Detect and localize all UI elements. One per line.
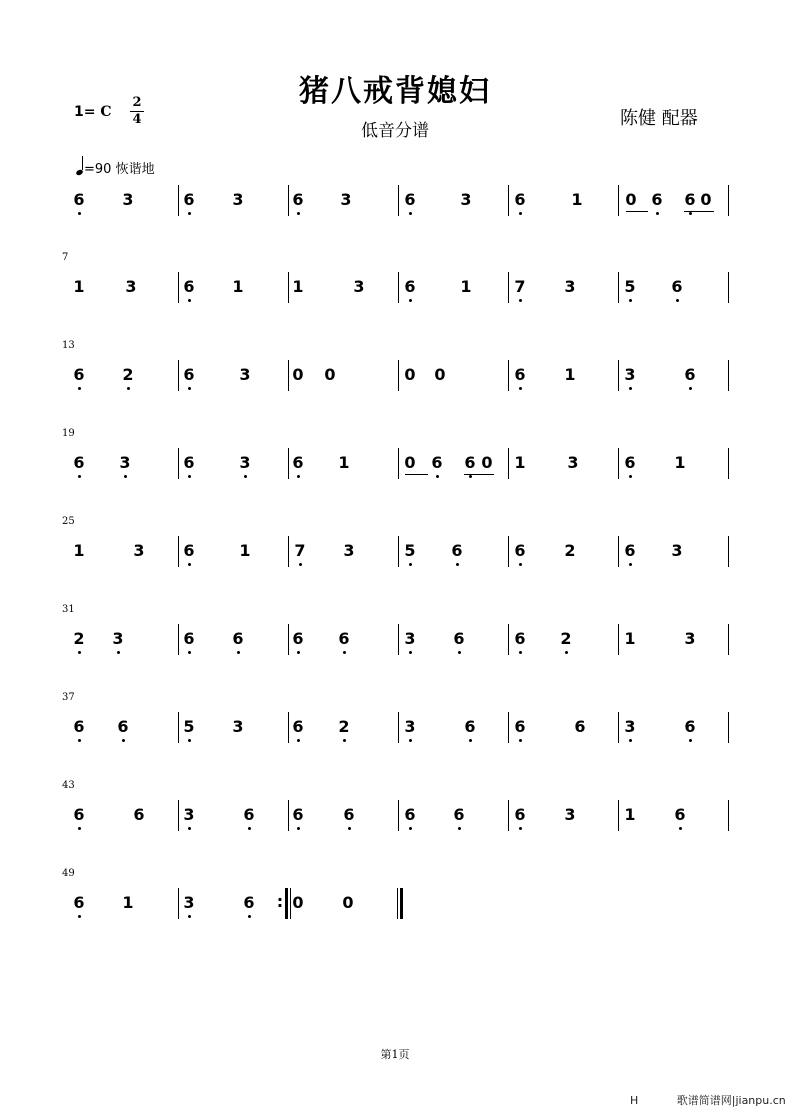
- octave-dot: [188, 299, 191, 302]
- jianpu-note: 6: [464, 717, 476, 736]
- barline: [398, 272, 399, 303]
- octave-dot: [409, 212, 412, 215]
- jianpu-note: 6: [338, 629, 350, 648]
- octave-dot: [458, 651, 461, 654]
- barline: [618, 536, 619, 567]
- jianpu-note: 1: [571, 190, 583, 209]
- jianpu-note: 6: [183, 629, 195, 648]
- octave-dot: [519, 827, 522, 830]
- octave-dot: [409, 299, 412, 302]
- jianpu-note: 6: [651, 190, 663, 209]
- jianpu-note: 3: [564, 805, 576, 824]
- jianpu-note: 3: [133, 541, 145, 560]
- barline: [398, 185, 399, 216]
- jianpu-note: 6: [343, 805, 355, 824]
- jianpu-note: 6: [183, 365, 195, 384]
- page-number: 第1页: [380, 1048, 410, 1061]
- arranger-credit: 陈健 配器: [620, 108, 698, 129]
- barline: [290, 888, 291, 919]
- jianpu-note: 6: [73, 365, 85, 384]
- barline: [178, 888, 179, 919]
- barline: [508, 624, 509, 655]
- jianpu-note: 6: [514, 717, 526, 736]
- barline: [618, 185, 619, 216]
- barline: [288, 712, 289, 743]
- barline: [508, 185, 509, 216]
- barline: [728, 448, 729, 479]
- jianpu-note: 7: [514, 277, 526, 296]
- jianpu-note: 6: [574, 717, 586, 736]
- jianpu-note: 6: [183, 190, 195, 209]
- jianpu-note: 6: [684, 717, 696, 736]
- page-title: 猪八戒背媳妇: [299, 74, 491, 109]
- octave-dot: [78, 651, 81, 654]
- jianpu-note: 3: [239, 365, 251, 384]
- jianpu-note: 6: [292, 190, 304, 209]
- octave-dot: [629, 739, 632, 742]
- octave-dot: [409, 651, 412, 654]
- jianpu-note: 3: [404, 717, 416, 736]
- jianpu-note: 6: [73, 453, 85, 472]
- jianpu-note: 1: [624, 629, 636, 648]
- barline: [618, 712, 619, 743]
- jianpu-note: 6: [73, 190, 85, 209]
- watermark: H 歌谱简谱网|jianpu.cn: [630, 1094, 786, 1107]
- jianpu-note: 3: [564, 277, 576, 296]
- octave-dot: [117, 651, 120, 654]
- jianpu-note: 1: [338, 453, 350, 472]
- barline: [288, 272, 289, 303]
- jianpu-note: 6: [73, 717, 85, 736]
- jianpu-note: 1: [232, 277, 244, 296]
- jianpu-note: 1: [564, 365, 576, 384]
- rest-note: 0: [481, 453, 493, 472]
- barline: [618, 800, 619, 831]
- barline: [398, 536, 399, 567]
- octave-dot: [458, 827, 461, 830]
- jianpu-note: 6: [292, 805, 304, 824]
- rest-note: 0: [700, 190, 712, 209]
- underline-beam: [405, 474, 428, 475]
- octave-dot: [124, 475, 127, 478]
- underline-beam: [464, 474, 494, 475]
- jianpu-note: 3: [119, 453, 131, 472]
- jianpu-note: 6: [73, 893, 85, 912]
- octave-dot: [188, 739, 191, 742]
- barline: [288, 185, 289, 216]
- jianpu-note: 3: [353, 277, 365, 296]
- final-barline-thick: [400, 888, 403, 919]
- measure-number: 37: [62, 692, 75, 703]
- octave-dot: [237, 651, 240, 654]
- jianpu-note: 3: [232, 717, 244, 736]
- jianpu-note: 5: [624, 277, 636, 296]
- jianpu-note: 1: [239, 541, 251, 560]
- octave-dot: [343, 739, 346, 742]
- score-subtitle: 低音分谱: [361, 121, 429, 141]
- jianpu-note: 6: [514, 805, 526, 824]
- barline: [728, 800, 729, 831]
- octave-dot: [188, 387, 191, 390]
- jianpu-note: 6: [514, 190, 526, 209]
- jianpu-note: 2: [73, 629, 85, 648]
- octave-dot: [519, 212, 522, 215]
- barline: [178, 536, 179, 567]
- jianpu-note: 6: [73, 805, 85, 824]
- measure-number: 25: [62, 516, 75, 527]
- jianpu-note: 2: [564, 541, 576, 560]
- jianpu-note: 6: [453, 805, 465, 824]
- jianpu-note: 3: [460, 190, 472, 209]
- barline: [398, 624, 399, 655]
- jianpu-note: 6: [404, 190, 416, 209]
- measure-number: 31: [62, 604, 75, 615]
- octave-dot: [456, 563, 459, 566]
- jianpu-note: 3: [404, 629, 416, 648]
- octave-dot: [519, 563, 522, 566]
- jianpu-note: 6: [133, 805, 145, 824]
- octave-dot: [409, 739, 412, 742]
- octave-dot: [689, 739, 692, 742]
- octave-dot: [676, 299, 679, 302]
- barline: [288, 360, 289, 391]
- barline: [728, 536, 729, 567]
- jianpu-note: 7: [294, 541, 306, 560]
- octave-dot: [188, 475, 191, 478]
- barline: [728, 712, 729, 743]
- jianpu-note: 3: [122, 190, 134, 209]
- jianpu-note: 6: [232, 629, 244, 648]
- barline: [618, 624, 619, 655]
- underline-beam: [626, 211, 648, 212]
- rest-note: 0: [292, 365, 304, 384]
- octave-dot: [122, 739, 125, 742]
- barline: [618, 448, 619, 479]
- jianpu-note: 6: [624, 541, 636, 560]
- octave-dot: [629, 299, 632, 302]
- jianpu-note: 3: [125, 277, 137, 296]
- barline: [508, 360, 509, 391]
- octave-dot: [78, 915, 81, 918]
- rest-note: 0: [324, 365, 336, 384]
- jianpu-note: 3: [239, 453, 251, 472]
- octave-dot: [297, 651, 300, 654]
- octave-dot: [78, 387, 81, 390]
- jianpu-note: 2: [122, 365, 134, 384]
- barline: [728, 185, 729, 216]
- barline: [178, 448, 179, 479]
- barline: [398, 800, 399, 831]
- jianpu-note: 3: [112, 629, 124, 648]
- barline: [618, 272, 619, 303]
- octave-dot: [689, 212, 692, 215]
- jianpu-note: 6: [684, 190, 696, 209]
- jianpu-note: 6: [464, 453, 476, 472]
- barline: [398, 360, 399, 391]
- key-signature: 1= C: [74, 104, 112, 120]
- jianpu-note: 6: [624, 453, 636, 472]
- jianpu-note: 3: [232, 190, 244, 209]
- measure-number: 43: [62, 780, 75, 791]
- barline: [728, 624, 729, 655]
- jianpu-note: 6: [514, 541, 526, 560]
- jianpu-note: 1: [514, 453, 526, 472]
- octave-dot: [297, 827, 300, 830]
- jianpu-note: 1: [73, 541, 85, 560]
- jianpu-note: 1: [674, 453, 686, 472]
- jianpu-note: 6: [243, 893, 255, 912]
- measure-number: 13: [62, 340, 75, 351]
- octave-dot: [188, 651, 191, 654]
- octave-dot: [519, 739, 522, 742]
- jianpu-note: 6: [674, 805, 686, 824]
- octave-dot: [188, 915, 191, 918]
- barline: [618, 360, 619, 391]
- barline: [178, 800, 179, 831]
- barline: [728, 272, 729, 303]
- octave-dot: [343, 651, 346, 654]
- time-signature: 2 4: [130, 96, 144, 127]
- barline: [288, 448, 289, 479]
- octave-dot: [679, 827, 682, 830]
- repeat-sign: :: [276, 892, 284, 911]
- measure-number: 19: [62, 428, 75, 439]
- octave-dot: [248, 827, 251, 830]
- rest-note: 0: [625, 190, 637, 209]
- jianpu-note: 1: [624, 805, 636, 824]
- octave-dot: [297, 475, 300, 478]
- barline: [288, 536, 289, 567]
- jianpu-note: 3: [684, 629, 696, 648]
- barline: [288, 800, 289, 831]
- octave-dot: [78, 739, 81, 742]
- jianpu-note: 6: [453, 629, 465, 648]
- jianpu-note: 6: [183, 541, 195, 560]
- jianpu-note: 6: [404, 805, 416, 824]
- barline: [398, 448, 399, 479]
- jianpu-note: 6: [514, 365, 526, 384]
- barline: [508, 272, 509, 303]
- octave-dot: [248, 915, 251, 918]
- jianpu-note: 2: [560, 629, 572, 648]
- octave-dot: [244, 475, 247, 478]
- rest-note: 0: [404, 453, 416, 472]
- jianpu-note: 3: [567, 453, 579, 472]
- jianpu-note: 5: [183, 717, 195, 736]
- jianpu-note: 3: [624, 365, 636, 384]
- rest-note: 0: [292, 893, 304, 912]
- measure-number: 7: [62, 252, 69, 263]
- octave-dot: [629, 387, 632, 390]
- octave-dot: [297, 739, 300, 742]
- final-barline-thin: [397, 888, 398, 919]
- jianpu-note: 3: [671, 541, 683, 560]
- jianpu-note: 6: [292, 629, 304, 648]
- barline: [178, 712, 179, 743]
- rest-note: 0: [342, 893, 354, 912]
- barline: [508, 448, 509, 479]
- barline: [178, 360, 179, 391]
- jianpu-note: 1: [122, 893, 134, 912]
- jianpu-note: 6: [292, 453, 304, 472]
- jianpu-note: 6: [431, 453, 443, 472]
- octave-dot: [299, 563, 302, 566]
- rest-note: 0: [434, 365, 446, 384]
- barline: [728, 360, 729, 391]
- octave-dot: [519, 299, 522, 302]
- octave-dot: [297, 212, 300, 215]
- octave-dot: [78, 475, 81, 478]
- octave-dot: [519, 651, 522, 654]
- octave-dot: [565, 651, 568, 654]
- repeat-barline: [285, 888, 288, 919]
- barline: [178, 185, 179, 216]
- jianpu-note: 6: [514, 629, 526, 648]
- jianpu-note: 3: [343, 541, 355, 560]
- jianpu-note: 6: [117, 717, 129, 736]
- jianpu-note: 3: [183, 893, 195, 912]
- jianpu-note: 6: [404, 277, 416, 296]
- barline: [178, 624, 179, 655]
- octave-dot: [188, 563, 191, 566]
- barline: [508, 800, 509, 831]
- jianpu-note: 1: [73, 277, 85, 296]
- barline: [508, 712, 509, 743]
- jianpu-note: 2: [338, 717, 350, 736]
- jianpu-note: 6: [183, 277, 195, 296]
- octave-dot: [519, 387, 522, 390]
- jianpu-note: 3: [183, 805, 195, 824]
- octave-dot: [629, 563, 632, 566]
- rest-note: 0: [404, 365, 416, 384]
- measure-number: 49: [62, 868, 75, 879]
- tempo-marking: =90 恢谐地: [76, 158, 155, 177]
- octave-dot: [78, 827, 81, 830]
- octave-dot: [409, 827, 412, 830]
- jianpu-note: 6: [183, 453, 195, 472]
- octave-dot: [188, 827, 191, 830]
- octave-dot: [188, 212, 191, 215]
- barline: [178, 272, 179, 303]
- jianpu-note: 6: [451, 541, 463, 560]
- jianpu-note: 1: [460, 277, 472, 296]
- octave-dot: [469, 739, 472, 742]
- barline: [288, 624, 289, 655]
- barline: [398, 712, 399, 743]
- octave-dot: [409, 563, 412, 566]
- octave-dot: [469, 475, 472, 478]
- underline-beam: [684, 211, 714, 212]
- jianpu-note: 3: [624, 717, 636, 736]
- barline: [508, 536, 509, 567]
- jianpu-note: 6: [292, 717, 304, 736]
- octave-dot: [127, 387, 130, 390]
- octave-dot: [656, 212, 659, 215]
- octave-dot: [629, 475, 632, 478]
- jianpu-note: 3: [340, 190, 352, 209]
- jianpu-note: 6: [684, 365, 696, 384]
- octave-dot: [436, 475, 439, 478]
- jianpu-note: 5: [404, 541, 416, 560]
- octave-dot: [78, 212, 81, 215]
- jianpu-note: 1: [292, 277, 304, 296]
- jianpu-note: 6: [243, 805, 255, 824]
- octave-dot: [689, 387, 692, 390]
- jianpu-note: 6: [671, 277, 683, 296]
- octave-dot: [348, 827, 351, 830]
